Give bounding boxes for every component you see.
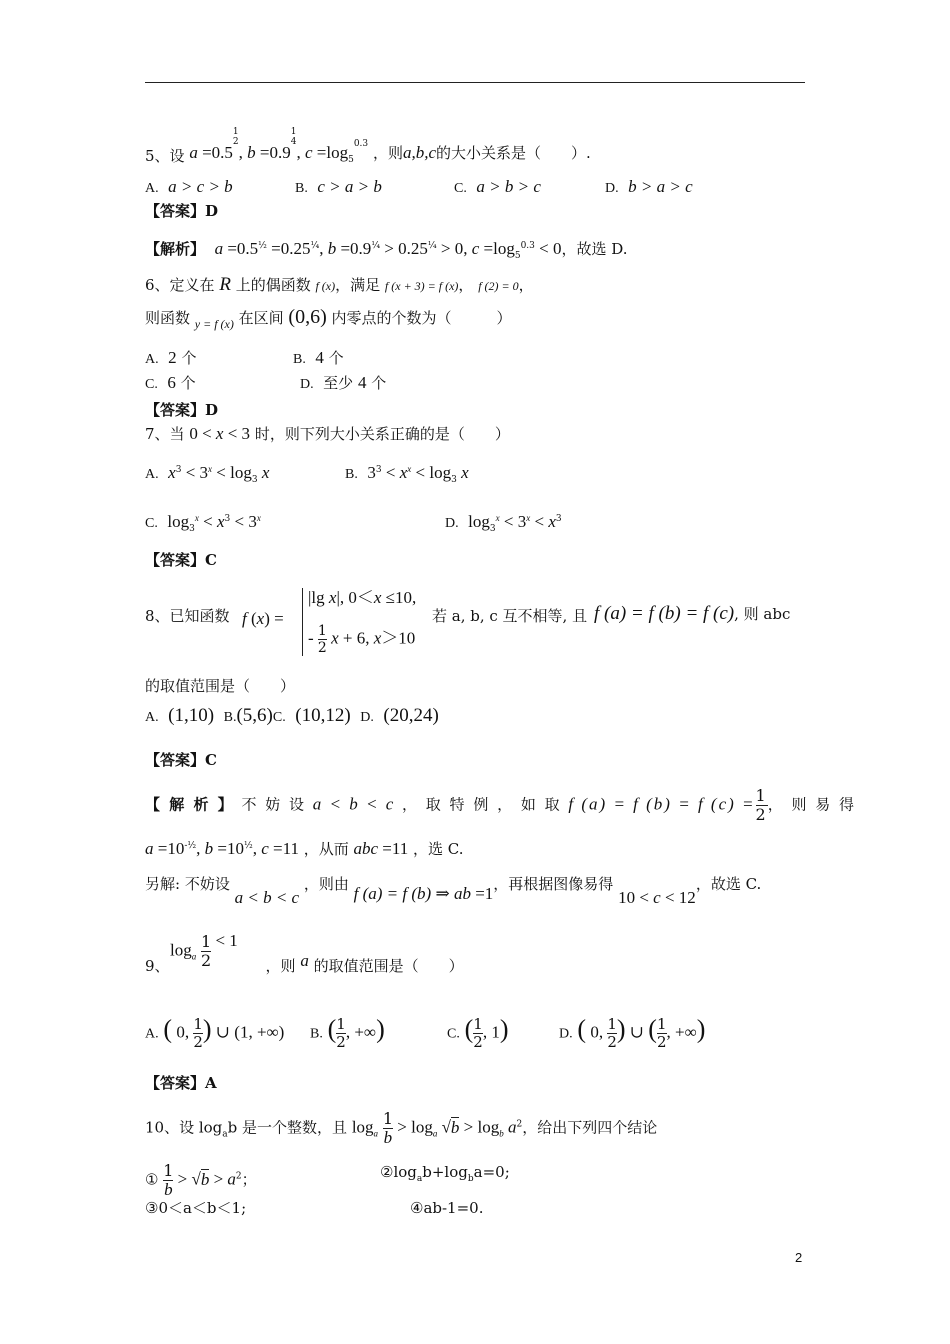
q7-stem: 7、当 0 < x < 3 时，则下列大小关系正确的是（ ）	[145, 424, 510, 443]
q8-fx: f (x) =	[242, 609, 284, 628]
q6-line2: 则函数 $_{y = f (x)}$ 在区间 (0,6) 内零点的个数为（ ）	[145, 306, 512, 331]
q9-answer: 【答案】A	[145, 1074, 217, 1092]
q7-options-ab: A. $x^3 < 3^x < \log_3 x$ B. $3^3 < x^x < \log_3 x$	[145, 463, 469, 485]
q10-c1: ① $\frac{1}{b}$ > $√b > a^2$；	[145, 1161, 257, 1199]
q10-c4: ④ab-1=0.	[410, 1199, 484, 1217]
q8-case1: |lg x|, 0＜x ≤10,	[308, 588, 417, 607]
q8-brace	[302, 588, 303, 656]
q8-prefix: 8、已知函数	[145, 607, 230, 625]
q9-formula: $\log_a$ $\frac{1}{2}$ < 1	[170, 930, 238, 970]
q10-c3: ③0＜a＜b＜1;	[145, 1199, 247, 1217]
q8-analysis1: 【 解 析 】 不 妨 设 a < b < c ， 取 特 例 ， 如 取 f (a) = f (b) = f (c) = $\frac{1}{2}$ ， 则 易 得	[145, 786, 857, 824]
q8-answer: 【答案】C	[145, 751, 217, 769]
header-rule	[145, 82, 805, 83]
q5-analysis: 【解析】 $a =0.5^{\frac{1}{2}} =0.25^{\frac{1}{4}}$, $b =0.9^{\frac{1}{4}} > 0.25^{\frac{1}{4}} > 0$, $c =\log_5^{0.3} < 0$，故选 D.	[145, 239, 628, 261]
q9-options: A. ( 0, $\frac{1}{2}$ ) ∪ (1, +∞) B. ( $\frac{1}{2}$ , +∞) C. ( $\frac{1}{2}$ , 1) D. ( 0, $\frac{1}{2}$ ) ∪ ( $\frac{1}{2}$ , +∞)	[145, 1014, 706, 1051]
q7-answer: 【答案】C	[145, 551, 217, 569]
q5-options: A. a > c > b B. c > a > b C. a > b > c D. b > a > c	[145, 177, 693, 196]
q9-stem: 9、 ，则 a 的取值范围是（ ）	[145, 951, 464, 975]
q5-answer: 【答案】D	[145, 202, 219, 220]
q10-c2: $②\log_ab+\log_ba=0$;	[380, 1163, 510, 1184]
q8-analysis3: 另解: 不妨设 a < b < c ，则由 f (a) = f (b) ⇒ ab =1，再根据图像易得 10 < c < 12，故选 C.	[145, 875, 762, 907]
q8-mid: 若 a, b, c 互不相等, 且	[432, 607, 588, 625]
q7-options-cd: C. $\log_3^x < x^3 < 3^x$ D. $\log_3^x < 3^x < x^3$	[145, 512, 562, 534]
q6-line1: 6、定义在 R 上的偶函数 f (x)，满足 f (x + 3) = f (x)， f (2) = 0，	[145, 274, 534, 295]
q10-stem: 10、设 $\log_ab$ 是一个整数，且 $\log_a$ $\frac{1}{b}$ > $\log_a √b > \log_b a^2$，给出下列四个结论	[145, 1109, 658, 1147]
q6-options-cd: C. 6 个 D. 至少 4 个	[145, 373, 387, 392]
q8-cond: f (a) = f (b) = f (c), 则 abc	[594, 603, 791, 624]
page-number: 2	[795, 1250, 803, 1265]
q8-options: A. (1,10) B.(5,6)C. (10,12) D. (20,24)	[145, 705, 439, 726]
q8-line2: 的取值范围是（ ）	[145, 677, 296, 695]
q8-analysis2: $a =10^{-\frac{1}{2}}$, $b =10^{\frac{1}{2}}$, c =11 ，从而 abc =11 ，选 C.	[145, 839, 464, 858]
q6-answer: 【答案】D	[145, 401, 219, 419]
q6-options-ab: A. 2 个 B. 4 个	[145, 348, 344, 367]
q8-case2: - $\frac{1}{2}$ x + 6, x＞10	[308, 623, 416, 656]
q5-stem: 5、设 $a =0.5^{1 2}$, $b =0.9^{1 4}$, $c =\log_5^{0.3}$ ，则a,b,c的大小关系是（ ）.	[145, 127, 591, 165]
